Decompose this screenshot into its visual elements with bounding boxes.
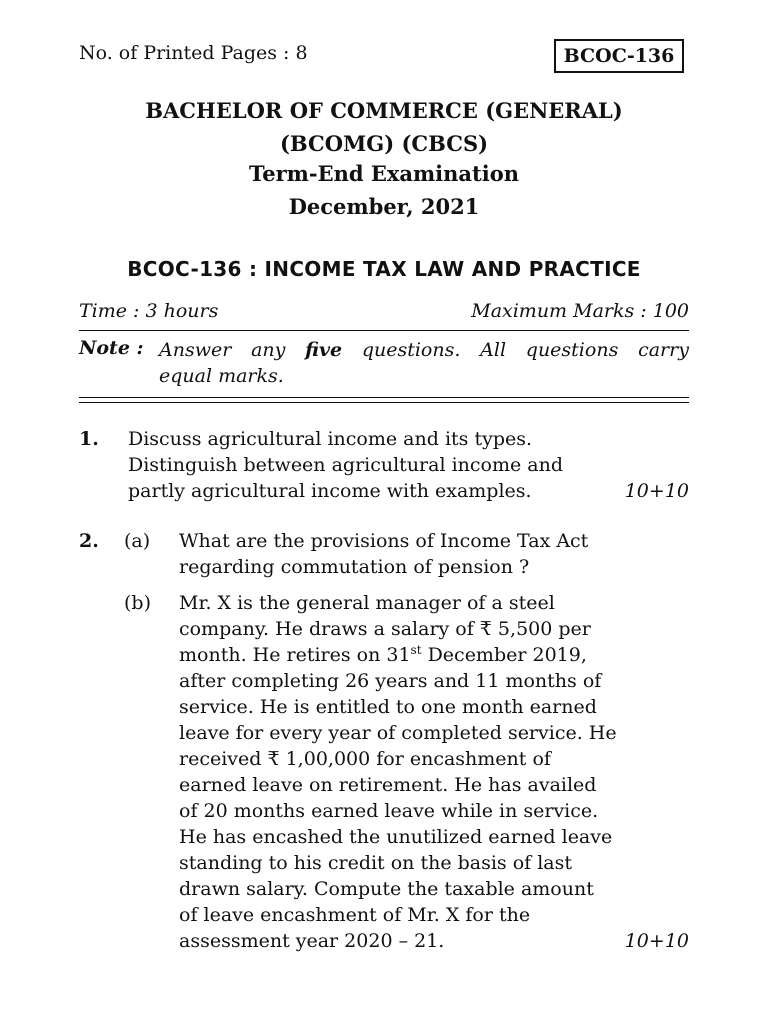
question-2b-text bbox=[179, 590, 644, 954]
text-line: assessment year 2020 – 21. bbox=[179, 930, 445, 952]
exam-name: Term-End Examination bbox=[248, 161, 519, 186]
note-line-2: equal marks. bbox=[159, 365, 284, 387]
text-line: received ₹ 1,00,000 for encashment of bbox=[179, 748, 551, 770]
sub-question-label: (b) bbox=[124, 592, 151, 614]
note-word: questions bbox=[525, 339, 619, 361]
note-word: any bbox=[251, 339, 286, 361]
divider-double-bottom bbox=[79, 402, 689, 403]
divider bbox=[79, 330, 689, 331]
divider-double-top bbox=[79, 397, 689, 398]
question-marks: 10+10 bbox=[624, 930, 689, 952]
text-line: What are the provisions of Income Tax Act bbox=[179, 530, 589, 552]
programme-code: (BCOMG) (CBCS) bbox=[279, 131, 489, 156]
text-line: of leave encashment of Mr. X for the bbox=[179, 904, 531, 926]
sub-question-label: (a) bbox=[124, 530, 151, 552]
question-2a-text bbox=[179, 528, 689, 580]
text-line: He has encashed the unutilized earned leave bbox=[179, 826, 613, 848]
question-marks: 10+10 bbox=[624, 480, 689, 502]
text-line: partly agricultural income with examples. 10+10 bbox=[128, 480, 689, 502]
time-allowed: Time : 3 hours bbox=[79, 300, 219, 322]
text-line: Distinguish between agricultural income and bbox=[128, 454, 564, 476]
text-line: Discuss agricultural income and its types. bbox=[128, 428, 533, 450]
note-word: carry bbox=[638, 339, 689, 361]
text-line: company. He draws a salary of ₹ 5,500 per bbox=[179, 618, 591, 640]
text-line: leave for every year of completed service. He bbox=[179, 722, 617, 744]
text-line: earned leave on retirement. He has availed bbox=[179, 774, 597, 796]
text-line: after completing 26 years and 11 months of bbox=[179, 670, 602, 692]
programme-title: BACHELOR OF COMMERCE (GENERAL) bbox=[145, 98, 623, 123]
text-line: standing to his credit on the basis of last bbox=[179, 852, 573, 874]
question-1-text bbox=[128, 426, 689, 504]
note-word: Answer bbox=[159, 339, 232, 361]
question-number: 1. bbox=[79, 428, 99, 450]
text-line: of 20 months earned leave while in service. bbox=[179, 800, 599, 822]
note-text bbox=[159, 337, 689, 389]
exam-date: December, 2021 bbox=[288, 194, 480, 219]
maximum-marks: Maximum Marks : 100 bbox=[471, 300, 689, 322]
text-line: Mr. X is the general manager of a steel bbox=[179, 592, 555, 614]
text-line: regarding commutation of pension ? bbox=[179, 556, 530, 578]
text-line: month. He retires on 31st December 2019, bbox=[179, 643, 587, 666]
printed-pages-count: No. of Printed Pages : 8 bbox=[79, 42, 308, 64]
question-number: 2. bbox=[79, 530, 99, 552]
note-label: Note : bbox=[79, 337, 144, 359]
note-word: questions. bbox=[361, 339, 461, 361]
text-line: drawn salary. Compute the taxable amount bbox=[179, 878, 594, 900]
note-word-emphasis: five bbox=[305, 339, 343, 361]
note-word: All bbox=[480, 339, 507, 361]
text-line: service. He is entitled to one month earned bbox=[179, 696, 597, 718]
course-code-box: BCOC-136 bbox=[554, 39, 684, 73]
subject-title: BCOC-136 : INCOME TAX LAW AND PRACTICE bbox=[127, 257, 641, 281]
